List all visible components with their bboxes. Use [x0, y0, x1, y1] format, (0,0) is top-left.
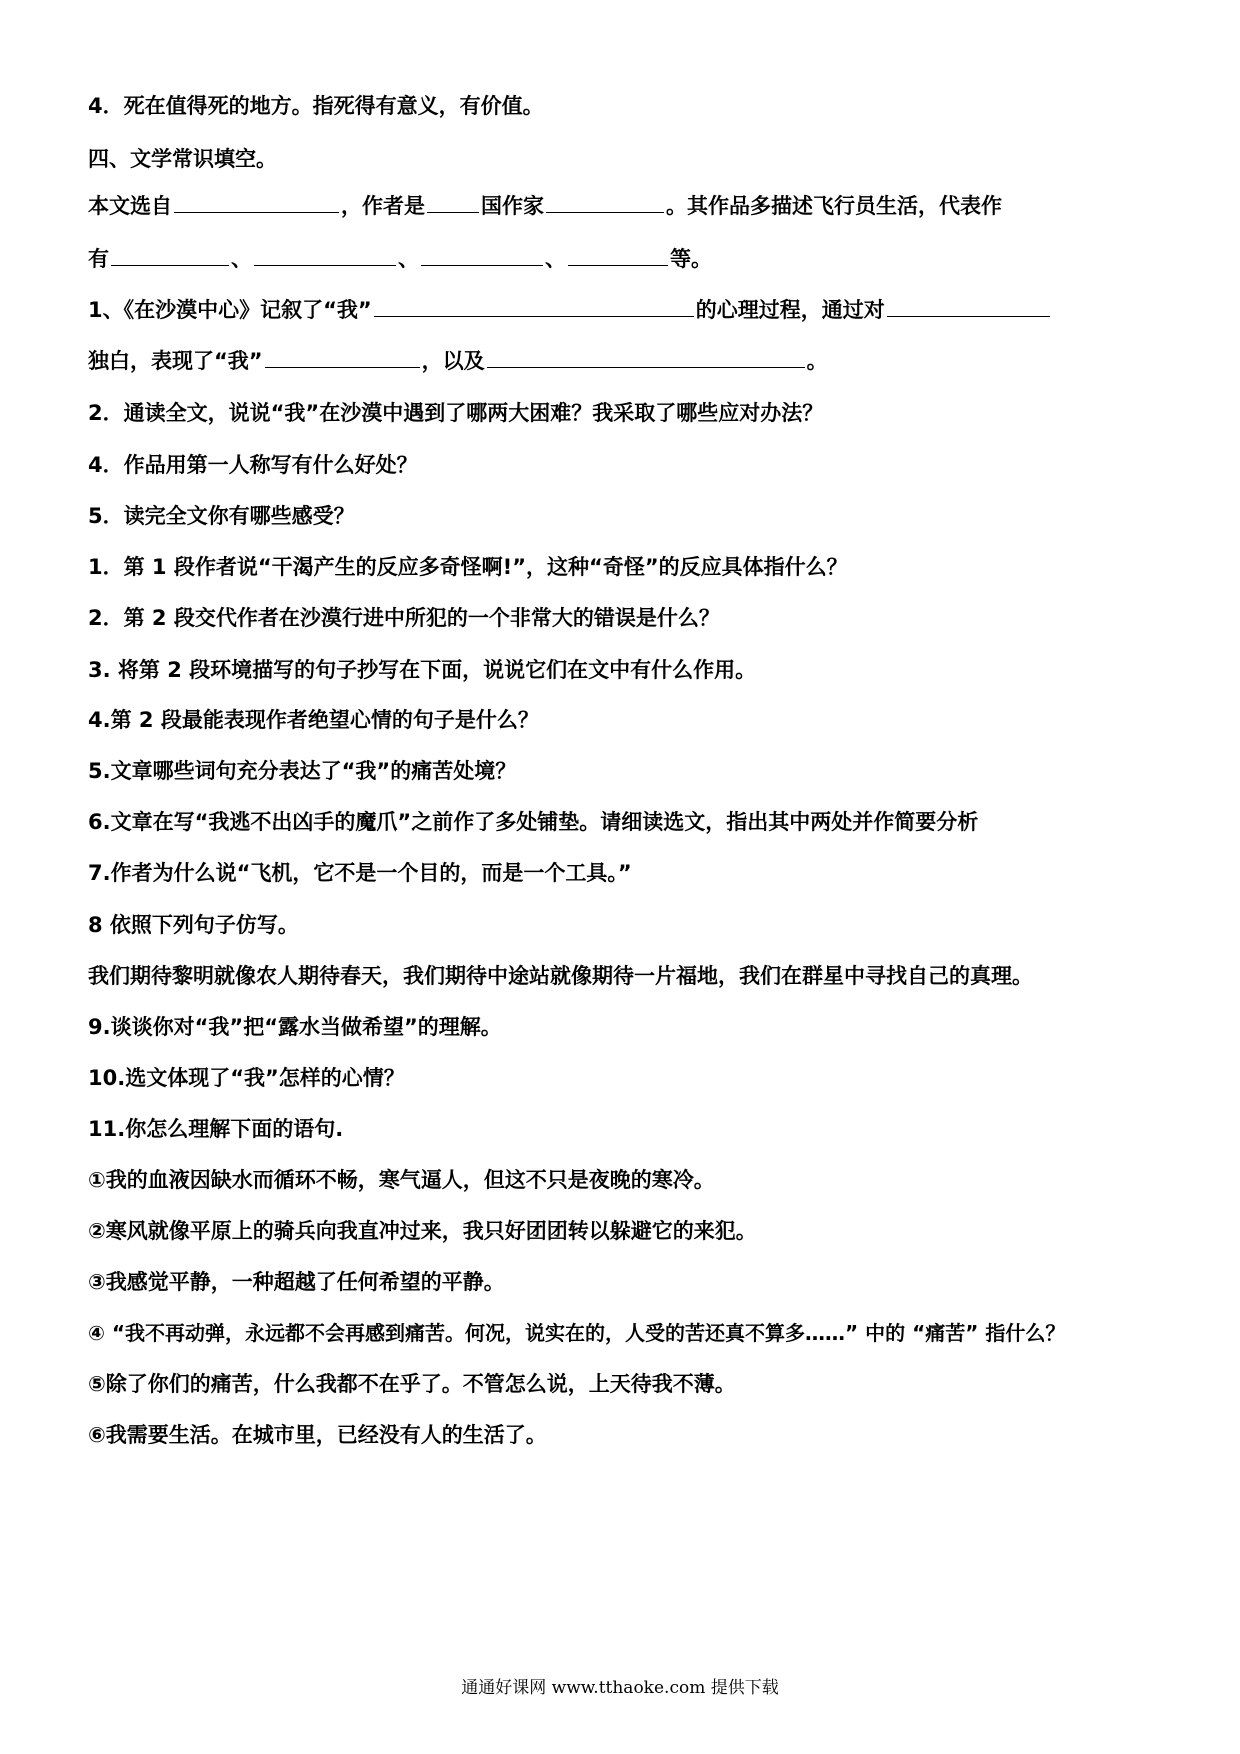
question-line: 11.你怎么理解下面的语句.: [88, 1117, 344, 1141]
text-segment: 、: [545, 247, 566, 271]
text-segment: 的心理过程，通过对: [695, 298, 885, 322]
answer-blank: [265, 347, 420, 368]
text-segment: 。其作品多描述飞行员生活，代表作: [666, 194, 1002, 218]
answer-blank: [174, 192, 339, 213]
question-line: 4.第 2 段最能表现作者绝望心情的句子是什么？: [88, 708, 539, 732]
answer-blank: [487, 347, 805, 368]
question-line: 2．通读全文，说说“我”在沙漠中遇到了哪两大困难？我采取了哪些应对办法？: [88, 401, 824, 425]
quote-item: ⑥我需要生活。在城市里，已经没有人的生活了。: [88, 1423, 547, 1447]
quote-item: ⑤除了你们的痛苦，什么我都不在乎了。不管怎么说，上天待我不薄。: [88, 1372, 736, 1396]
question-line: 7.作者为什么说“飞机，它不是一个目的，而是一个工具。”: [88, 861, 632, 885]
text-segment: 等。: [670, 247, 712, 271]
answer-blank: [427, 192, 479, 213]
text-segment: 。: [806, 349, 828, 373]
question-line: 8 依照下列句子仿写。: [88, 913, 299, 937]
quote-item: ③我感觉平静，一种超越了任何希望的平静。: [88, 1270, 505, 1294]
text-segment: 国作家: [481, 194, 544, 218]
answer-blank: [111, 245, 229, 266]
page-footer: 通通好课网 www.tthaoke.com 提供下载: [461, 1678, 779, 1698]
question-line: 6.文章在写“我逃不出凶手的魔爪”之前作了多处铺垫。请细读选文，指出其中两处并作简要分析: [88, 810, 979, 834]
question-line: 3. 将第 2 段环境描写的句子抄写在下面，说说它们在文中有什么作用。: [88, 658, 757, 682]
text-segment: 、: [231, 247, 252, 271]
quote-item: ④ “我不再动弹，永远都不会再感到痛苦。何况，说实在的，人受的苦还真不算多……” 中的 “痛苦” 指什么？: [88, 1321, 1066, 1345]
text-segment: 独白，表现了“我”: [88, 349, 263, 373]
fill-blank-line-3: [88, 295, 1052, 325]
fill-blank-line-4: [88, 346, 828, 376]
question-line: 5.文章哪些词句充分表达了“我”的痛苦处境？: [88, 759, 517, 783]
text-segment: 本文选自: [88, 194, 172, 218]
text-segment: ，作者是: [341, 194, 425, 218]
answer-blank: [568, 245, 668, 266]
answer-blank: [421, 245, 543, 266]
question-line: 2．第 2 段交代作者在沙漠行进中所犯的一个非常大的错误是什么？: [88, 606, 720, 630]
text-segment: 有: [88, 247, 109, 271]
question-line: 9.谈谈你对“我”把“露水当做希望”的理解。: [88, 1015, 502, 1039]
answer-blank: [254, 245, 396, 266]
example-sentence: 我们期待黎明就像农人期待春天，我们期待中途站就像期待一片福地，我们在群星中寻找自己的真理。: [88, 964, 1033, 988]
question-line: 4．作品用第一人称写有什么好处？: [88, 453, 418, 477]
fill-blank-line-1: [88, 191, 1002, 221]
text-segment: ，以及: [421, 349, 485, 373]
question-line: 1．第 1 段作者说“干渴产生的反应多奇怪啊!”，这种“奇怪”的反应具体指什么？: [88, 555, 848, 579]
question-line: 5．读完全文你有哪些感受？: [88, 504, 355, 528]
text-segment: 1、《在沙漠中心》记叙了“我”: [88, 298, 372, 322]
line-answer-4: 4．死在值得死的地方。指死得有意义，有价值。: [88, 94, 544, 118]
quote-item: ①我的血液因缺水而循环不畅，寒气逼人，但这不只是夜晚的寒冷。: [88, 1168, 715, 1192]
quote-item: ②寒风就像平原上的骑兵向我直冲过来，我只好团团转以躲避它的来犯。: [88, 1219, 757, 1243]
section-heading-literature: 四、文学常识填空。: [88, 147, 277, 171]
answer-blank: [887, 296, 1050, 317]
question-line: 10.选文体现了“我”怎样的心情？: [88, 1066, 405, 1090]
answer-blank: [546, 192, 664, 213]
answer-blank: [374, 296, 694, 317]
text-segment: 、: [398, 247, 419, 271]
fill-blank-line-2: [88, 244, 712, 274]
